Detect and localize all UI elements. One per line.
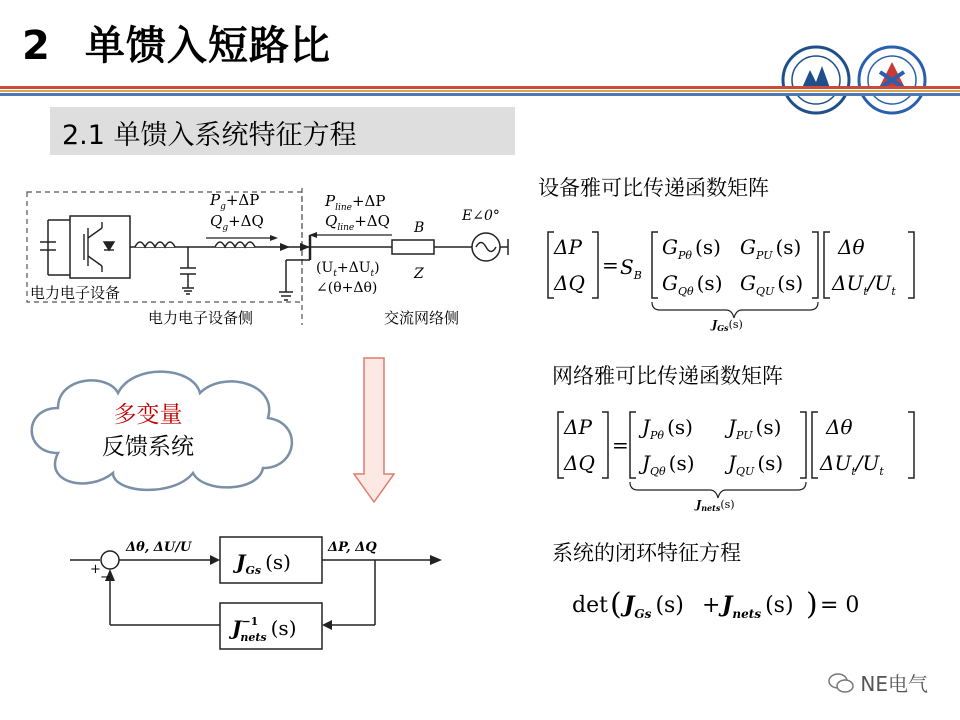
jnets-term: $J_{nets}$ (s): [722, 592, 794, 621]
watermark: [828, 668, 928, 697]
pline-label: $P_{line}+\Delta P$: [325, 192, 386, 213]
circuit-diagram: [20, 180, 530, 330]
subtitle: 2.1 单馈入系统特征方程: [62, 120, 357, 151]
equals-zero: = 0: [820, 593, 860, 618]
device-jacobian-heading: 设备雅可比传递函数矩阵: [538, 176, 769, 200]
device-label: 电力电子设备: [30, 284, 121, 302]
sb-term: $S_B$: [620, 255, 642, 282]
g12-term: $G_{PU}$ (s): [740, 235, 802, 262]
header-band: [0, 86, 960, 96]
g21-term: $G_{Q\theta}$ (s): [662, 271, 723, 298]
section-number: 2: [22, 23, 51, 69]
angle-label: ∠(θ+Δθ): [316, 280, 378, 296]
section-title: 单馈入短路比: [84, 23, 331, 69]
converter-box: [70, 216, 130, 278]
device-side-label: 电力电子设备侧: [148, 309, 254, 327]
plus-term: +: [702, 593, 721, 618]
j21-term: $J_{Q\theta}$ (s): [642, 451, 695, 478]
network-side-label: 交流网络侧: [384, 309, 460, 327]
minus-sign: −: [100, 570, 111, 585]
source-label: E∠0°: [462, 208, 500, 224]
block-diagram: [60, 525, 450, 665]
du-term: $\Delta U_t/U_t$: [832, 271, 896, 298]
net-dtheta-term: Δθ: [826, 415, 853, 439]
z-label: Z: [414, 266, 424, 282]
g22-term: $G_{QU}$ (s): [740, 271, 804, 298]
network-jacobian-equation: [550, 400, 930, 520]
jgs-term: $J_{Gs}$ (s): [624, 592, 684, 621]
ut-label: $(U_t+\Delta U_t)$: [316, 260, 380, 279]
net-du-term: $\Delta U_t/U_t$: [820, 451, 884, 478]
qg-label: $Q_g+\Delta Q$: [210, 212, 264, 233]
right-paren: ): [806, 587, 818, 622]
g11-term: $G_{P\theta}$ (s): [662, 235, 721, 262]
pg-label: $P_g+\Delta P$: [210, 191, 260, 212]
wechat-icon: [828, 672, 854, 694]
dq-term: ΔQ: [554, 271, 585, 295]
down-arrow-icon: [352, 356, 396, 506]
equals-sign: =: [602, 253, 619, 277]
j12-term: $J_{PU}$ (s): [728, 415, 782, 442]
det-term: det: [572, 593, 608, 618]
j11-term: $J_{P\theta}$ (s): [642, 415, 693, 442]
net-dp-term: ΔP: [564, 415, 592, 439]
dtheta-term: Δθ: [838, 235, 865, 259]
left-paren: (: [610, 587, 622, 622]
summing-junction: [101, 551, 119, 569]
b-label: B: [414, 220, 425, 236]
block-input-label: Δθ, ΔU/U: [126, 540, 192, 555]
j22-term: $J_{QU}$ (s): [728, 451, 784, 478]
university-logos: [780, 42, 940, 118]
cloud-line2: 反馈系统: [102, 434, 194, 460]
qline-label: $Q_{line}+\Delta Q$: [325, 212, 390, 233]
impedance-box: [392, 240, 434, 254]
dp-term: ΔP: [554, 235, 582, 259]
watermark-text: NE电气: [860, 672, 928, 696]
network-jacobian-heading: 网络雅可比传递函数矩阵: [552, 364, 783, 388]
jgs-brace-label: $J_{Gs}(s)$: [712, 318, 743, 332]
net-dq-term: ΔQ: [564, 451, 595, 475]
cloud-line1: 多变量: [113, 402, 183, 428]
forward-block-label: $J_{Gs}$ (s): [236, 550, 291, 577]
plus-sign: +: [90, 562, 101, 577]
characteristic-equation: [568, 580, 868, 630]
jnets-brace-label: $J_{nets}(s)$: [696, 498, 735, 513]
zju-logo-icon: [783, 47, 849, 113]
page-title: [22, 14, 331, 71]
device-jacobian-equation: [540, 220, 940, 332]
feedback-block-label: $J^{-1}$ nets (s): [232, 615, 297, 644]
closed-loop-heading: 系统的闭环特征方程: [552, 541, 741, 565]
block-output-label: ΔP, ΔQ: [328, 540, 377, 555]
second-logo-icon: [859, 47, 925, 113]
net-equals-sign: =: [612, 433, 629, 457]
